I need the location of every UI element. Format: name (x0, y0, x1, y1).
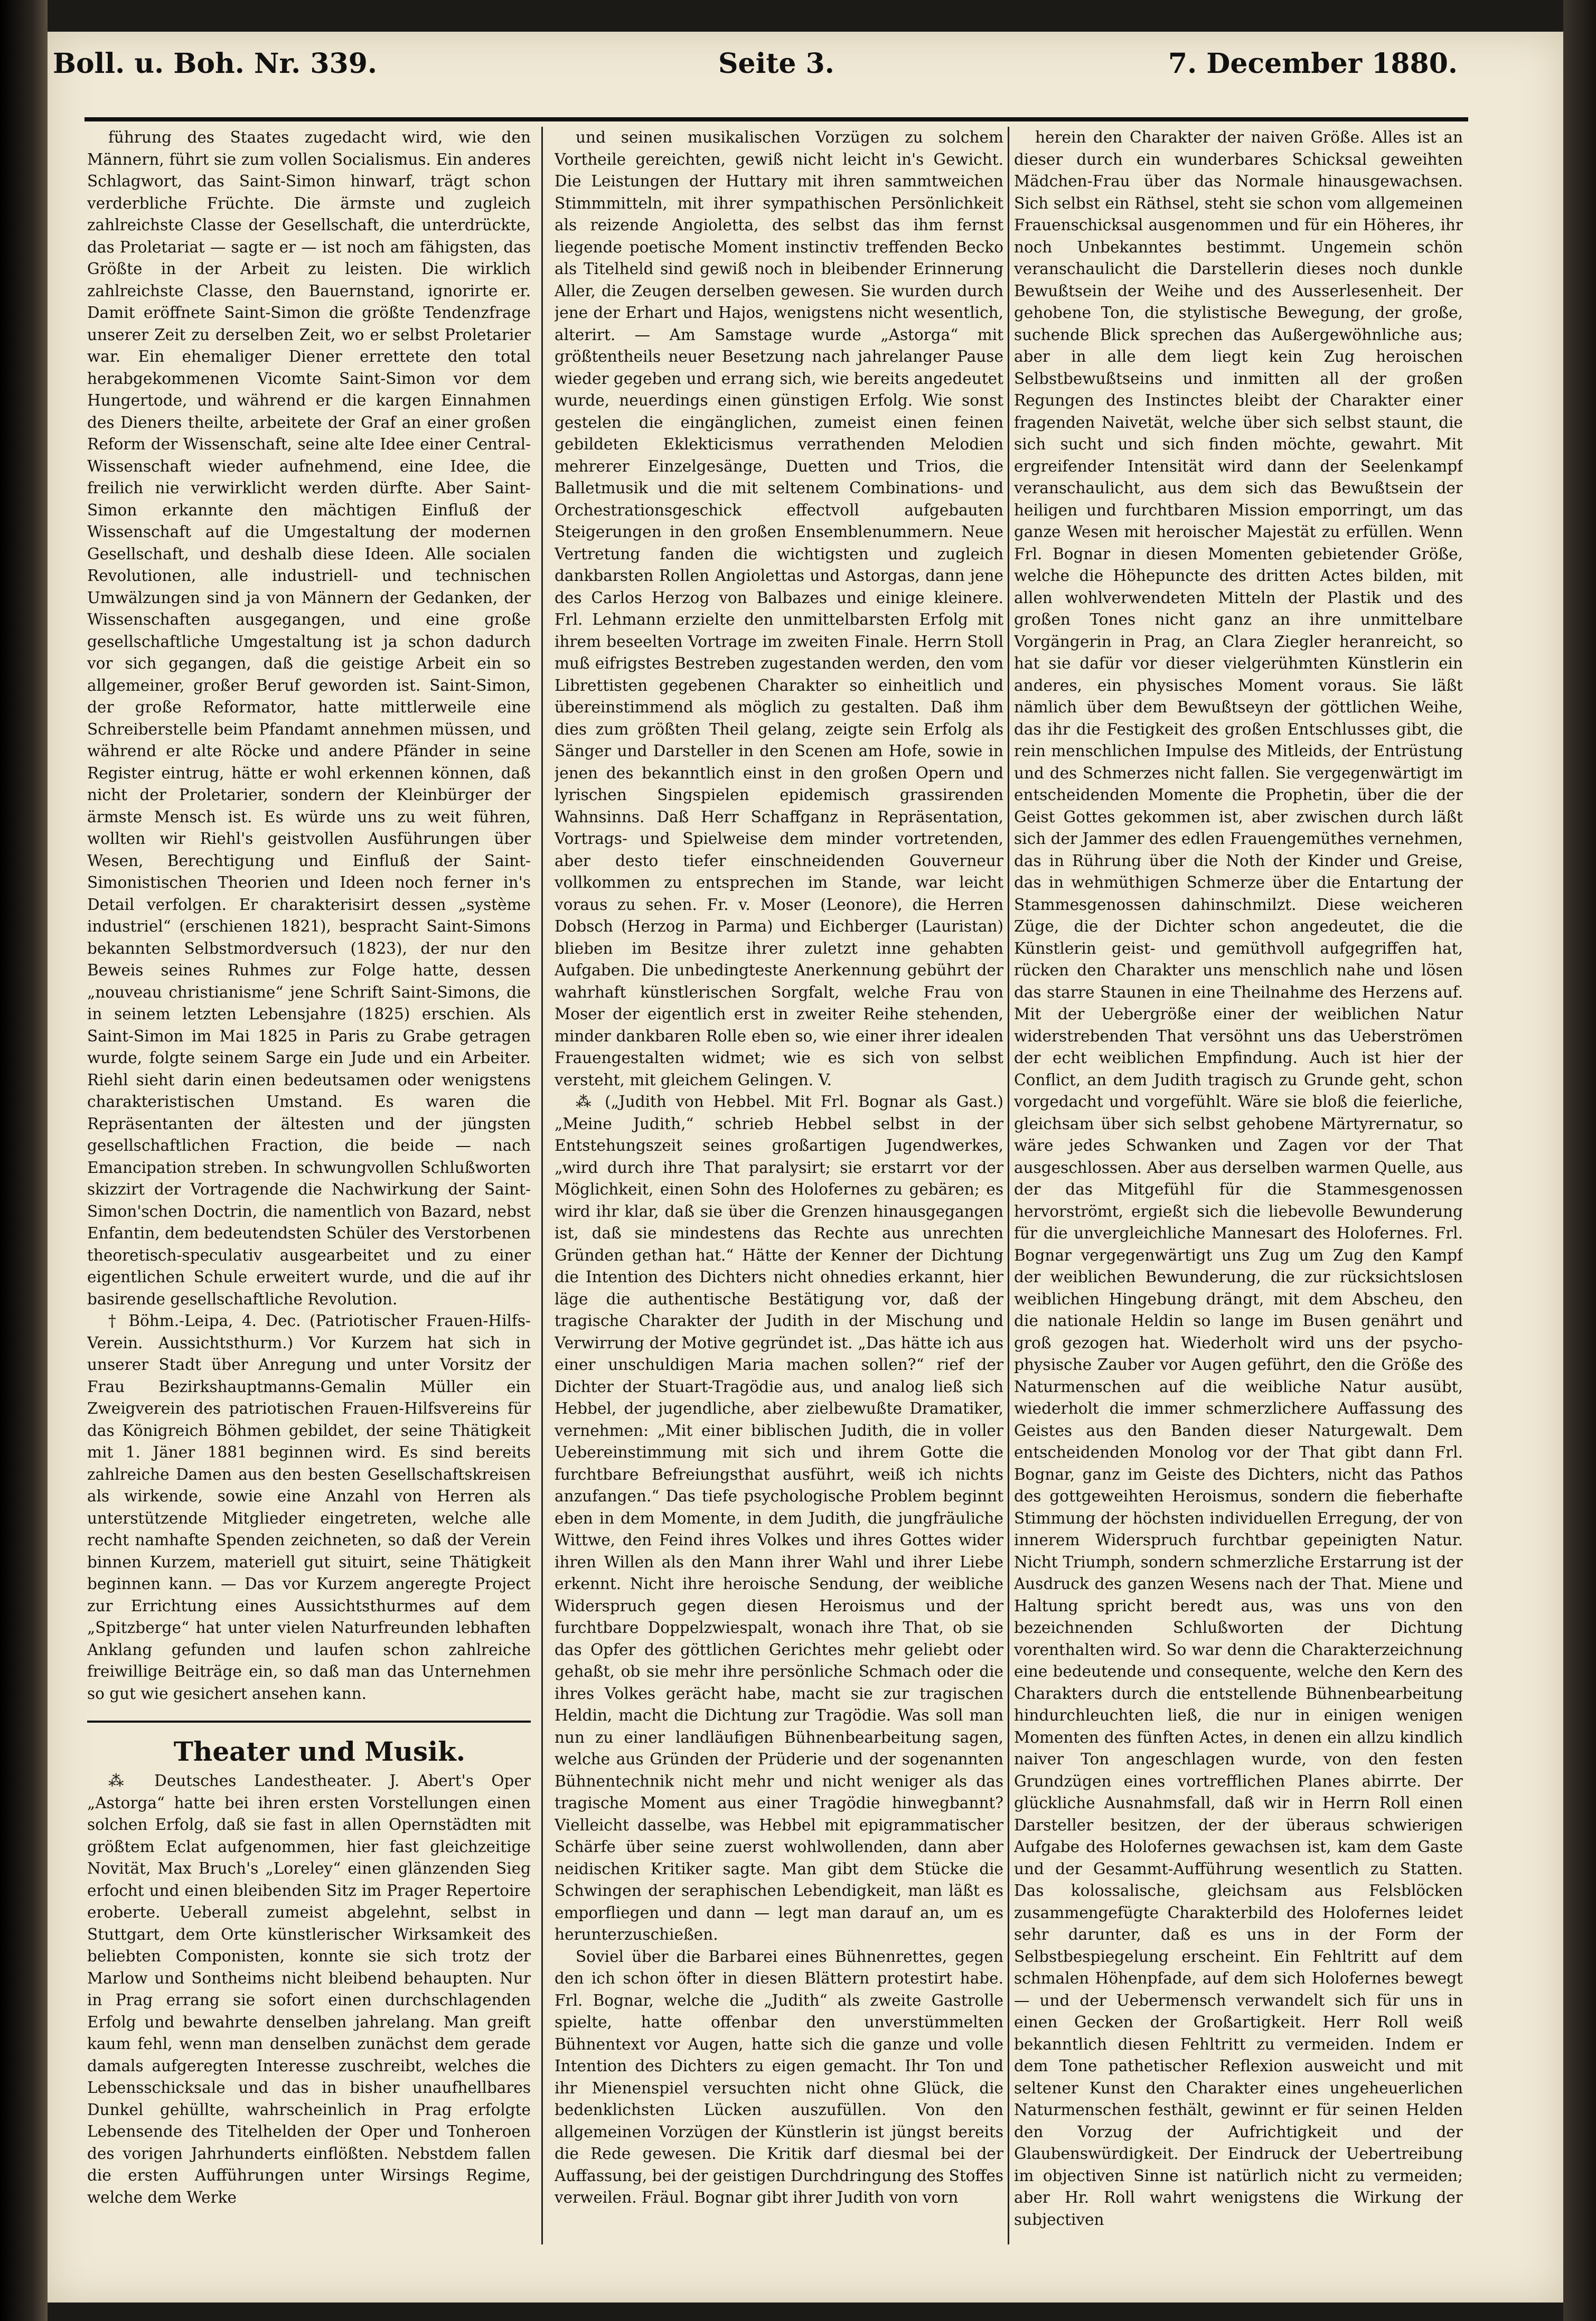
page-number: Seite 3. (718, 48, 834, 80)
page-edge-shadow (1563, 0, 1596, 2321)
article-astorga-cont: und seinen musikalischen Vorzügen zu solchem Vortheile gereichten, gewiß nicht leicht in's Gewicht. Die Leistungen der Huttary mit ihren sammtweichen Stimmmitteln, mit ihrer sympathischen Persönlichkeit als reizende Angioletta, des selbst das ihm fernst liegende poetische Moment instinctiv treffenden Becko als Titelheld sind gewiß noch in bleibender Erinnerung Aller, die Zeugen derselben gewesen. Sie wurden durch jene der Erhart und Hajos, wenigstens nicht wesentlich, alterirt. — Am Samstage wurde „Astorga“ mit größtentheils neuer Besetzung nach jahrelanger Pause wieder gegeben und errang sich, wie bereits angedeutet wurde, neuerdings einen günstigen Erfolg. Wie sonst gestelen die eingänglichen, zumeist einen feinen gebildeten Eklekticismus verrathenden Melodien mehrerer Einzelgesänge, Duetten und Trios, die Balletmusik und die mit seltenem Combinations- und Orchestrationsgeschick effectvoll aufgebauten Steigerungen in den großen Ensemblenummern. Neue Vertretung fanden die wichtigsten und zugleich dankbarsten Rollen Angiolettas und Astorgas, dann jene des Carlos Herzog von Balbazes und einige kleinere. Frl. Lehmann erzielte den unmittelbarsten Erfolg mit ihrem beseelten Vortrage im zweiten Finale. Herrn Stoll muß eifrigstes Bestreben zugestanden werden, den vom Librettisten gegebenen Charakter so einheitlich und übereinstimmend als möglich zu gestalten. Daß ihm dies zum größten Theil gelang, zeigte sein Erfolg als Sänger und Darsteller in den Scenen am Hofe, sowie in jenen des bekanntlich einst in den großen Opern und lyrischen Singspielen epidemisch grassirenden Wahnsinns. Daß Herr Schaffganz in Repräsentation, Vortrags- und Spielweise dem minder vortretenden, aber desto tiefer einschneidenden Gouverneur vollkommen zu entsprechen im Stande, war leicht voraus zu sehen. Fr. v. Moser (Leonore), die Herren Dobsch (Herzog in Parma) und Eichberger (Lauristan) blieben im Besitze ihrer zuletzt inne gehabten Aufgaben. Die unbedingteste Anerkennung gebührt der wahrhaft künstlerischen Sorgfalt, welche Frau von Moser der eigentlich erst in zweiter Reihe stehenden, minder dankbaren Rolle eben so, wie einer ihrer idealen Frauengestalten widmet; wie es sich von selbst versteht, mit gleichem Gelingen. V. (555, 128, 1003, 1089)
column-divider (1008, 127, 1009, 2244)
article-landestheater: ⁂ Deutsches Landestheater. J. Abert's Oper „Astorga“ hatte bei ihren ersten Vorstellungen einen solchen Erfolg, daß sie fast in allen Opernstädten mit größtem Eclat aufgenommen, hier fast gleichzeitige Novität, Max Bruch's „Loreley“ einen glänzenden Sieg erfocht und einen bleibenden Sitz im Prager Repertoire eroberte. Ueberall zumeist abgelehnt, selbst in Stuttgart, dem Orte künstlerischer Wirksamkeit des beliebten Componisten, konnte sie sich trotz der Marlow und Sontheims nicht bleibend behaupten. Nur in Prag errang sie sofort einen durchschlagenden Erfolg und bewahrte denselben jahrelang. Man greift kaum fehl, wenn man denselben zunächst dem gerade damals aufgeregten Interesse zuschreibt, welches die Lebensschicksale und das in bisher unaufhellbares Dunkel gehüllte, wahrscheinlich in Prag erfolgte Lebensende des Titelhelden der Oper und Tonheroen des vorigen Jahrhunderts einflößten. Nebstdem fallen die ersten Aufführungen unter Wirsings Regime, welche dem Werke (87, 1772, 531, 2206)
article-judith: ⁂ („Judith von Hebbel. Mit Frl. Bognar als Gast.) „Meine Judith,“ schrieb Hebbel selbst in der Entstehungszeit seines großartigen Jugendwerkes, „wird durch ihre That paralysirt; sie erstarrt vor der Möglichkeit, einen Sohn des Holofernes zu gebären; es wird ihr klar, daß sie über die Grenzen hinausgegangen ist, daß sie mindestens das Rechte aus unrechten Gründen gethan hat.“ Hätte der Kenner der Dichtung die Intention des Dichters nicht ohnedies erkannt, hier läge die authentische Bestätigung vor, daß der tragische Charakter der Judith in der Mischung und Verwirrung der Motive gegründet ist. „Das hätte ich aus einer unschuldigen Maria machen sollen?“ rief der Dichter der Stuart-Tragödie aus, und analog ließ sich Hebbel, der jugendliche, aber zielbewußte Dramatiker, vernehmen: „Mit einer biblischen Judith, die in voller Uebereinstimmung mit sich und ihrem Gotte die furchtbare Befreiungsthat ausführt, weiß ich nichts anzufangen.“ Das tiefe psychologische Problem beginnt eben in dem Momente, in dem Judith, die jungfräuliche Wittwe, den Feind ihres Volkes und ihres Gottes wider ihren Willen als den Mann ihrer Wahl und ihrer Liebe erkennt. Nicht ihre heroische Sendung, der weibliche Widerspruch gegen diesen Heroismus und der furchtbare Doppelzwiespalt, wonach ihre That, ob sie das Opfer des göttlichen Gerichtes mehr geliebt oder gehaßt, ob sie mehr ihre persönliche Schmach oder die ihres Volkes gerächt habe, macht sie zur tragischen Heldin, macht die Dichtung zur Tragödie. Was soll man nun zu einer landläufigen Bühnenbearbeitung sagen, welche aus Gründen der Prüderie und der sogenannten Bühnentechnik nicht mehr und nicht weniger als das tragische Moment aus einer Tragödie hinwegbannt? Vielleicht dasselbe, was Hebbel mit epigrammatischer Schärfe über seine zuerst wohlwollenden, dann aber neidischen Kritiker sagte. Man gibt dem Stücke die Schwingen der seraphischen Lebendigkeit, man läßt es emporfliegen und dann — legt man darauf an, um es herunterzuschießen. (555, 1093, 1003, 1943)
header-rule (85, 117, 1468, 121)
section-title-theater: Theater und Musik. (173, 1736, 466, 1767)
issue-date: 7. December 1880. (1168, 48, 1458, 80)
issue-label: Boll. u. Boh. Nr. 339. (53, 48, 378, 80)
article-saint-simon: führung des Staates zugedacht wird, wie den Männern, führt sie zum vollen Socialismus. Ein anderes Schlagwort, das Saint-Simon hinwarf, trägt schon verderbliche Früchte. Die ärmste und zugleich zahlreichste Classe der Gesellschaft, die unterdrückte, das Proletariat — sagte er — ist noch am fähigsten, das Größte in der Arbeit zu leisten. Die wirklich zahlreichste Classe, den Bauernstand, ignorirte er. Damit eröffnete Saint-Simon die größte Tendenzfrage unserer Zeit zu derselben Zeit, wo er selbst Proletarier war. Ein ehemaliger Diener errettete den total herabgekommenen Vicomte Saint-Simon vor dem Hungertode, und während er die kargen Einnahmen des Dieners theilte, arbeitete der Graf an einer großen Reform der Wissenschaft, seine alte Idee einer Central-Wissenschaft wieder aufnehmend, eine Idee, die freilich nie verwirklicht werden dürfte. Aber Saint-Simon erkannte den mächtigen Einfluß der Wissenschaft auf die Umgestaltung der modernen Gesellschaft, und deshalb diese Ideen. Alle socialen Revolutionen, alle industriell- und technischen Umwälzungen sind ja von Männern der Gedanken, der Wissenschaften ausgegangen, und eine große gesellschaftliche Umgestaltung ist ja schon dadurch vor sich gegangen, daß die geistige Arbeit ein so allgemeiner, großer Beruf geworden ist. Saint-Simon, der große Reformator, hatte mittlerweile eine Schreiberstelle beim Pfandamt annehmen müssen, und während er alte Röcke und andere Pfänder in seine Register eintrug, hätte er wohl erkennen können, daß nicht der Proletarier, sondern der Kleinbürger der ärmste Mensch ist. Es würde uns zu weit führen, wollten wir Riehl's geistvollen Ausführungen über Wesen, Berechtigung und Einfluß der Saint-Simonistischen Theorien und Ideen noch ferner in's Detail verfolgen. Er charakterisirt dessen „système industriel“ (erschienen 1821), bespracht Saint-Simons bekannten Selbstmordversuch (1823), der nur den Beweis seines Ruhmes zur Folge hatte, dessen „nouveau christianisme“ jene Schrift Saint-Simons, die in seinem letzten Lebensjahre (1825) erschien. Als Saint-Simon im Mai 1825 in Paris zu Grabe getragen wurde, folgte seinem Sarge ein Jude und ein Arbeiter. Riehl sieht darin einen bedeutsamen oder wenigstens charakteristischen Umstand. Es waren die Repräsentanten der ältesten und der jüngsten gesellschaftlichen Fraction, die beide — nach Emancipation streben. In schwungvollen Schlußworten skizzirt der Vortragende die Nachwirkung der Saint-Simon'schen Doctrin, die namentlich von Bazard, nebst Enfantin, dem bedeutendsten Schüler des Verstorbenen theoretisch-speculativ ausgearbeitet und zu einer eigentlichen Schule erweitert wurde, und die auf ihr basirende gesellschaftliche Revolution. (87, 128, 531, 1308)
column-divider (541, 127, 543, 2244)
article-bognar: Soviel über die Barbarei eines Bühnenrettes, gegen den ich schon öfter in diesen Blättern protestirt habe. Frl. Bognar, welche die „Judith“ als zweite Gastrolle spielte, hatte offenbar den unverstümmelten Bühnentext vor Augen, hatte sich die ganze und volle Intention des Dichters zu eigen gemacht. Ihr Ton und ihr Mienenspiel versuchten nicht ohne Glück, die bedenklichsten Lücken auszufüllen. Von den allgemeinen Vorzügen der Künstlerin ist jüngst bereits die Rede gewesen. Die Kritik darf diesmal bei der Auffassung, bei der geistigen Durchdringung des Stoffes verweilen. Fräul. Bognar gibt ihrer Judith von vorn (555, 1947, 1003, 2206)
article-boehm-leipa: † Böhm.-Leipa, 4. Dec. (Patriotischer Frauen-Hilfs-Verein. Aussichtsthurm.) Vor Kurzem hat sich in unserer Stadt über Anregung und unter Vorsitz der Frau Bezirkshauptmanns-Gemalin Müller ein Zweigverein des patriotischen Frauen-Hilfsvereins für das Königreich Böhmen gebildet, der seine Thätigkeit mit 1. Jäner 1881 beginnen wird. Es sind bereits zahlreiche Damen aus den besten Gesellschaftskreisen als wirkende, sowie eine Anzahl von Herren als unterstützende Mitglieder eingetreten, welche alle recht namhafte Spenden zeichneten, so daß der Verein binnen Kurzem, materiell gut situirt, seine Thätigkeit beginnen kann. — Das vor Kurzem angeregte Project zur Errichtung eines Aussichtsthurmes auf dem „Spitzberge“ hat unter vielen Naturfreunden lebhaften Anklang gefunden und laufen schon zahlreiche freiwillige Beiträge ein, so daß man das Unternehmen so gut wie gesichert ansehen kann. (87, 1312, 531, 1703)
column-2 (555, 127, 1003, 2244)
section-rule (87, 1721, 531, 1723)
page-gutter-shadow (0, 0, 48, 2321)
column-3 (1014, 127, 1463, 2244)
column-1 (87, 127, 531, 2244)
article-judith-cont: herein den Charakter der naiven Größe. Alles ist an dieser durch ein wunderbares Schicksal geweihten Mädchen-Frau über das Normale hinausgewachsen. Sich selbst ein Räthsel, steht sie schon vom allgemeinen Frauenschicksal ausgenommen und für ein Höheres, ihr noch Unbekanntes bestimmt. Ungemein schön veranschaulicht die Darstellerin dieses noch dunkle Bewußtsein der Weihe und des Ausserlesenheit. Der gehobene Ton, die stylistische Bewegung, der große, suchende Blick sprechen das Außergewöhnliche aus; aber in alle dem liegt kein Zug heroischen Selbstbewußtseins und inmitten all der großen Regungen des Instinctes bleibt der Charakter einer fragenden Naivetät, welche über sich selbst staunt, die sich sucht und sich finden möchte, gewahrt. Mit ergreifender Intensität wird dann der Seelenkampf veranschaulicht, aus dem sich das Bewußtsein der heiligen und furchtbaren Mission emporringt, um das ganze Wesen mit heroischer Majestät zu erfüllen. Wenn Frl. Bognar in diesen Momenten gebietender Größe, welche die Höhepuncte des dritten Actes bilden, mit allen wohlverwendeten Mitteln der Plastik und des großen Tones nicht ganz an ihre unmittelbare Vorgängerin in Prag, an Clara Ziegler heranreicht, so hat sie dafür vor dieser vielgerühmten Künstlerin ein anderes, ein physisches Moment voraus. Sie läßt nämlich über dem Bewußtseyn der göttlichen Weihe, das ihr die Festigkeit des großen Entschlusses gibt, die rein menschlichen Impulse des Mitleids, der Entrüstung und des Schmerzes nicht fallen. Sie vergegenwärtigt im entscheidenden Momente die Prophetin, über die der Geist Gottes gekommen ist, aber zwischen durch läßt sich der Jammer des edlen Frauengemüthes vernehmen, das in Rührung über die Noth der Kinder und Greise, das in wehmüthigen Schmerze über die Entartung der Stammesgenossen dahinschmilzt. Diese weicheren Züge, die der Dichter schon angedeutet, die die Künstlerin geist- und gemüthvoll aufgegriffen hat, rücken den Charakter uns menschlich nahe und lösen das starre Staunen in eine Theilnahme des Herzens auf. Mit der Uebergröße einer der weiblichen Natur widerstrebenden That versöhnt uns das Ueberströmen der echt weiblichen Empfindung. Auch ist hier der Conflict, an dem Judith tragisch zu Grunde geht, schon vorgedacht und vorgefühlt. Wäre sie bloß die feierliche, gleichsam über sich selbst gehobene Märtyrernatur, so wäre jedes Schwanken und Zagen vor der That ausgeschlossen. Aber aus derselben warmen Quelle, aus der das Mitgefühl für die Stammesgenossen hervorströmt, ergießt sich die liebevolle Bewunderung für die unvergleichliche Mannesart des Holofernes. Frl. Bognar vergegenwärtigt uns Zug um Zug den Kampf der weiblichen Bewunderung, die zur rücksichtslosen weiblichen Hingebung drängt, mit dem Abscheu, den die nationale Heldin so lange im Busen genährt und groß gezogen hat. Wiederholt wird uns der psycho-physische Zauber vor Augen geführt, den die Größe des Naturmenschen auf die weibliche Natur ausübt, wiederholt die immer schmerzlichere Auffassung des Geistes aus den Banden dieser Naturgewalt. Dem entscheidenden Monolog vor der That gibt dann Frl. Bognar, ganz im Geiste des Dichters, nicht das Pathos des gottgeweihten Heroismus, sondern die fieberhafte Stimmung der höchsten individuellen Erregung, der von innerem Widerspruch furchtbar gepeinigten Natur. Nicht Triumph, sondern schmerzliche Erstarrung ist der Ausdruck des ganzen Wesens nach der That. Miene und Haltung spricht beredt aus, was uns von den bezeichnenden Schlußworten der Dichtung vorenthalten wird. So war denn die Charakterzeichnung eine bedeutende und consequente, welche den Kern des Charakters durch die entstellende Bühnenbearbeitung hindurchleuchten ließ, die nur in einigen wenigen Momenten des fünften Actes, in denen ein allzu kindlich naiver Ton angeschlagen wurde, von den festen Grundzügen eines vortrefflichen Planes abirrte. Der glückliche Ausnahmsfall, daß wir in Herrn Roll einen Darsteller besitzen, der der überaus schwierigen Aufgabe des Holofernes gewachsen ist, kam dem Gaste und der Gesammt-Aufführung wesentlich zu Statten. Das kolossalische, gleichsam aus Felsblöcken zusammengefügte Charakterbild des Holofernes leidet sehr darunter, daß es uns in der Form der Selbstbespiegelung erscheint. Ein Fehltritt auf dem schmalen Höhenpfade, auf dem sich Holofernes bewegt — und der Uebermensch verwandelt sich für uns in einen Gecken der Großartigkeit. Herr Roll weiß bekanntlich diesen Fehltritt zu vermeiden. Indem er dem Tone pathetischer Reflexion ausweicht und mit seltener Kunst den Charakter eines ungeheuerlichen Naturmenschen festhält, gewinnt er für seinen Helden den Vorzug der Aufrichtigkeit und der Glaubenswürdigkeit. Der Eindruck der Uebertreibung im objectiven Sinne ist natürlich nicht zu vermeiden; aber Hr. Roll wahrt wenigstens die Wirkung der subjectiven (1014, 128, 1463, 2229)
page-header (53, 37, 1458, 95)
